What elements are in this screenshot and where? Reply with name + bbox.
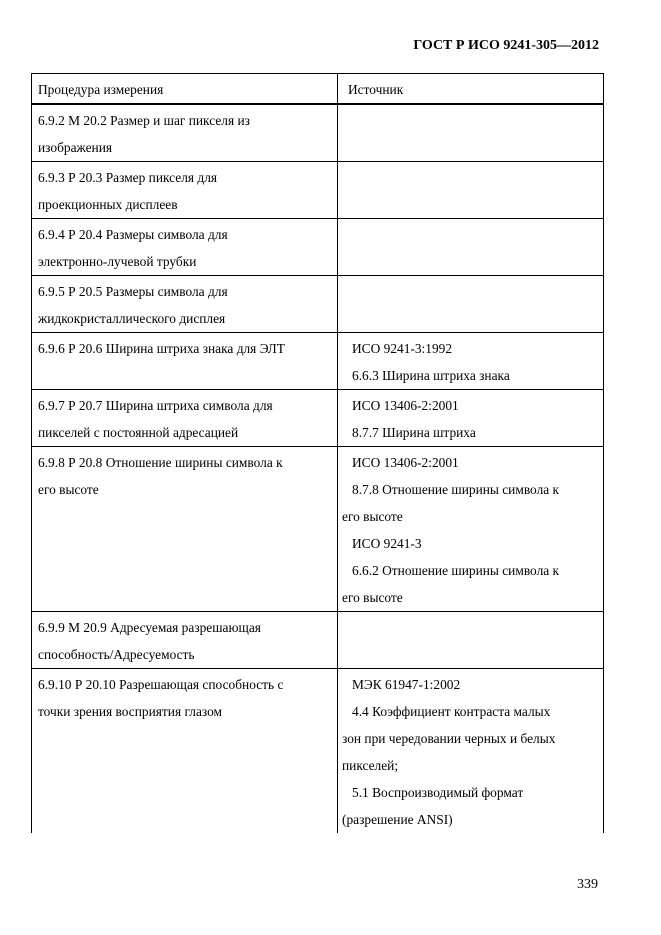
procedure-line: 6.9.5 Р 20.5 Размеры символа для xyxy=(38,284,228,299)
table-row xyxy=(32,333,604,390)
procedure-cell xyxy=(32,162,338,219)
procedure-line: его высоте xyxy=(38,482,99,497)
source-line: 8.7.7 Ширина штриха xyxy=(352,425,476,440)
procedure-line: 6.9.9 М 20.9 Адресуемая разрешающая xyxy=(38,620,261,635)
procedure-line: способность/Адресуемость xyxy=(38,647,195,662)
procedure-cell xyxy=(32,669,338,834)
source-line: ИСО 13406-2:2001 xyxy=(352,398,459,413)
source-line: пикселей; xyxy=(342,758,399,773)
table-row xyxy=(32,104,604,162)
procedure-cell xyxy=(32,612,338,669)
source-line: его высоте xyxy=(342,590,403,605)
source-cell xyxy=(338,276,604,333)
header-source: Источник xyxy=(338,74,604,105)
source-line: 6.6.3 Ширина штриха знака xyxy=(352,368,510,383)
source-cell xyxy=(338,669,604,834)
procedure-cell xyxy=(32,219,338,276)
source-line: ИСО 9241-3 xyxy=(352,536,422,551)
source-cell xyxy=(338,162,604,219)
table-row xyxy=(32,276,604,333)
table-row xyxy=(32,390,604,447)
procedure-line: проекционных дисплеев xyxy=(38,197,178,212)
source-cell xyxy=(338,333,604,390)
procedure-line: 6.9.8 Р 20.8 Отношение ширины символа к xyxy=(38,455,283,470)
procedure-cell xyxy=(32,333,338,390)
table-header-row xyxy=(32,74,604,105)
measurement-table xyxy=(31,73,604,833)
procedure-line: 6.9.10 Р 20.10 Разрешающая способность с xyxy=(38,677,284,692)
procedure-line: 6.9.7 Р 20.7 Ширина штриха символа для xyxy=(38,398,273,413)
page-number: 339 xyxy=(577,877,598,892)
source-line: 8.7.8 Отношение ширины символа к xyxy=(352,482,560,497)
document-header: ГОСТ Р ИСО 9241-305—2012 xyxy=(413,38,599,53)
table-row xyxy=(32,612,604,669)
procedure-cell xyxy=(32,104,338,162)
table-row xyxy=(32,219,604,276)
procedure-line: точки зрения восприятия глазом xyxy=(38,704,223,719)
procedure-cell xyxy=(32,276,338,333)
procedure-line: пикселей с постоянной адресацией xyxy=(38,425,239,440)
source-line: МЭК 61947-1:2002 xyxy=(352,677,461,692)
source-line: зон при чередовании черных и белых xyxy=(342,731,556,746)
source-line: 4.4 Коэффициент контраста малых xyxy=(352,704,551,719)
source-line: ИСО 13406-2:2001 xyxy=(352,455,459,470)
source-cell xyxy=(338,390,604,447)
source-cell xyxy=(338,104,604,162)
source-cell xyxy=(338,612,604,669)
procedure-cell xyxy=(32,390,338,447)
procedure-line: 6.9.3 Р 20.3 Размер пикселя для xyxy=(38,170,218,185)
procedure-line: 6.9.6 Р 20.6 Ширина штриха знака для ЭЛТ xyxy=(38,341,285,356)
source-line: 5.1 Воспроизводимый формат xyxy=(352,785,524,800)
procedure-line: 6.9.2 М 20.2 Размер и шаг пикселя из xyxy=(38,113,250,128)
table-row xyxy=(32,669,604,834)
procedure-line: жидкокристаллического дисплея xyxy=(38,311,226,326)
source-cell xyxy=(338,447,604,612)
table-row xyxy=(32,447,604,612)
source-cell xyxy=(338,219,604,276)
source-line: ИСО 9241-3:1992 xyxy=(352,341,453,356)
header-procedure: Процедура измерения xyxy=(32,74,338,105)
table-row xyxy=(32,162,604,219)
procedure-cell xyxy=(32,447,338,612)
source-line: 6.6.2 Отношение ширины символа к xyxy=(352,563,560,578)
procedure-line: изображения xyxy=(38,140,113,155)
procedure-line: электронно-лучевой трубки xyxy=(38,254,197,269)
procedure-line: 6.9.4 Р 20.4 Размеры символа для xyxy=(38,227,228,242)
source-line: его высоте xyxy=(342,509,403,524)
source-line: (разрешение ANSI) xyxy=(342,812,453,827)
